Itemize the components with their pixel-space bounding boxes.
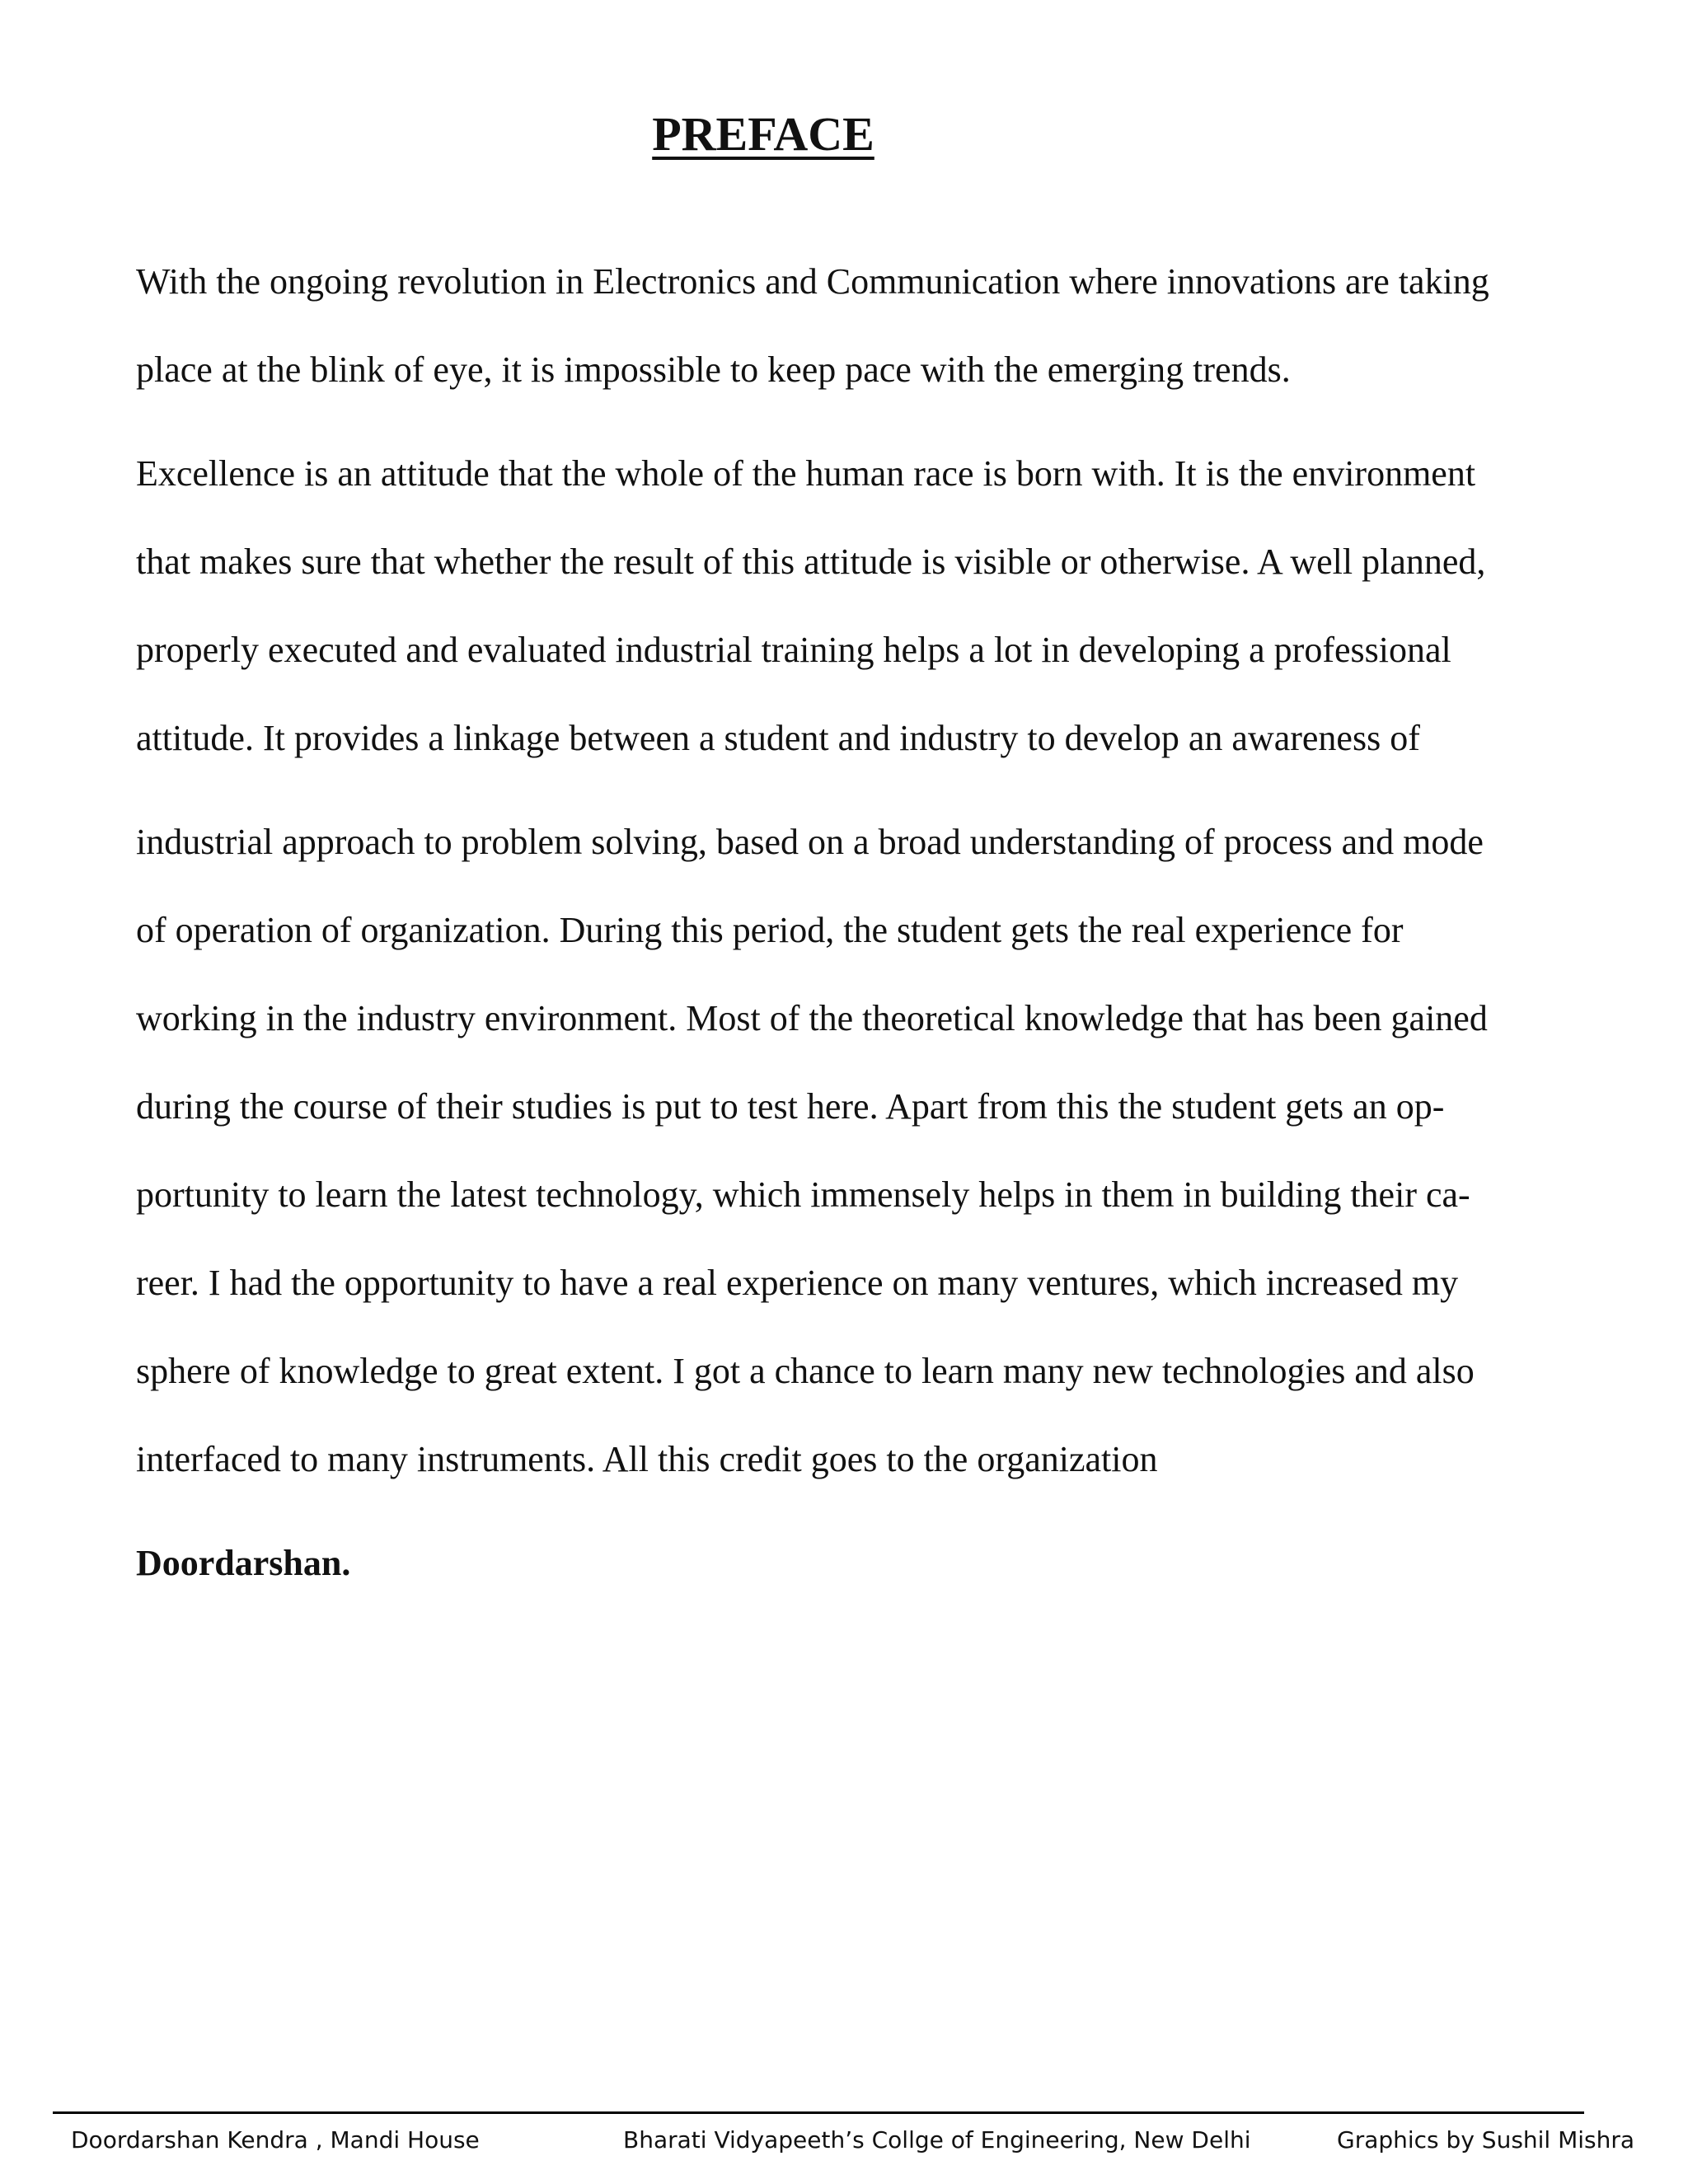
body-line: attitude. It provides a linkage between a student and industry to develop an awareness of <box>136 718 1420 758</box>
body-line: properly executed and evaluated industrial training helps a lot in developing a professional <box>136 630 1451 670</box>
footer-center: Bharati Vidyapeeth’s Collge of Engineering, New Delhi <box>623 2126 1251 2154</box>
body-line: portunity to learn the latest technology, which immensely helps in them in building their ca- <box>136 1174 1470 1215</box>
page-title: PREFACE <box>652 107 874 161</box>
body-line: reer. I had the opportunity to have a real experience on many ventures, which increased my <box>136 1263 1459 1303</box>
body-line: that makes sure that whether the result of this attitude is visible or otherwise. A well planned, <box>136 541 1486 582</box>
body-line: Excellence is an attitude that the whole of the human race is born with. It is the environment <box>136 453 1476 494</box>
body-line: place at the blink of eye, it is impossible to keep pace with the emerging trends. <box>136 349 1291 390</box>
body-line: sphere of knowledge to great extent. I got a chance to learn many new technologies and also <box>136 1351 1475 1391</box>
body-line: during the course of their studies is put to test here. Apart from this the student gets an op- <box>136 1086 1445 1127</box>
body-line: interfaced to many instruments. All this credit goes to the organization <box>136 1439 1158 1479</box>
footer-divider <box>53 2111 1584 2114</box>
body-line: working in the industry environment. Most of the theoretical knowledge that has been gained <box>136 998 1488 1038</box>
footer-left: Doordarshan Kendra , Mandi House <box>71 2126 480 2154</box>
body-line: of operation of organization. During this period, the student gets the real experience for <box>136 910 1404 950</box>
closing-organization: Doordarshan. <box>136 1543 351 1583</box>
body-line: With the ongoing revolution in Electronics and Communication where innovations are taking <box>136 261 1489 302</box>
footer-right: Graphics by Sushil Mishra <box>1337 2126 1635 2154</box>
body-line: industrial approach to problem solving, based on a broad understanding of process and mode <box>136 822 1484 862</box>
